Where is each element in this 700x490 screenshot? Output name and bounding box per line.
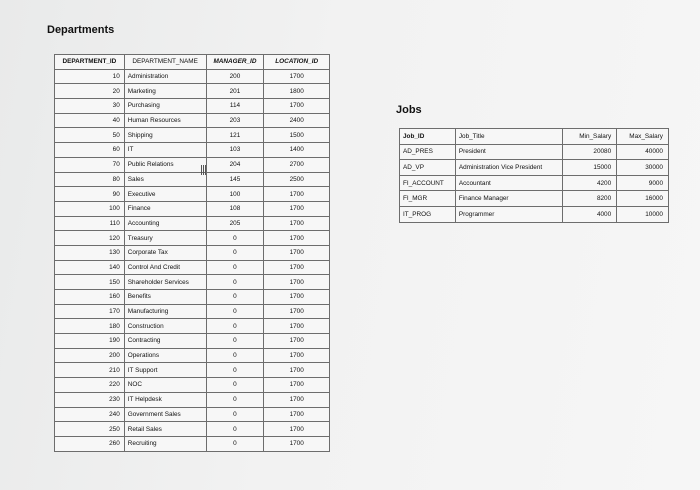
department-id-cell: 220 (55, 378, 125, 393)
department-id-cell: 20 (55, 84, 125, 99)
min-salary-cell: 15000 (563, 160, 617, 176)
table-row (55, 319, 330, 334)
text-cursor-icon (201, 165, 206, 175)
table-row (55, 84, 330, 99)
column-header-job-id: Job_ID (400, 129, 456, 145)
department-id-cell: 240 (55, 407, 125, 422)
department-name-cell: Marketing (124, 84, 206, 99)
department-name-cell: Control And Credit (124, 260, 206, 275)
manager-id-cell: 201 (206, 84, 264, 99)
table-row (55, 172, 330, 187)
department-name-cell: Administration (124, 69, 206, 84)
job-id-cell: AD_VP (400, 160, 456, 176)
table-row (55, 304, 330, 319)
manager-id-cell: 0 (206, 304, 264, 319)
manager-id-cell: 103 (206, 143, 264, 158)
manager-id-cell: 205 (206, 216, 264, 231)
job-title-cell: Finance Manager (455, 191, 563, 207)
department-name-cell: Government Sales (124, 407, 206, 422)
table-row (55, 113, 330, 128)
table-row (55, 407, 330, 422)
max-salary-cell: 30000 (617, 160, 669, 176)
table-row (400, 160, 669, 176)
department-id-cell: 190 (55, 334, 125, 349)
department-name-cell: Executive (124, 187, 206, 202)
column-header-min-salary: Min_Salary (563, 129, 617, 145)
jobs-title: Jobs (396, 104, 422, 116)
department-name-cell: IT Support (124, 363, 206, 378)
department-name-cell: Accounting (124, 216, 206, 231)
table-row (55, 260, 330, 275)
location-id-cell: 1700 (264, 231, 330, 246)
department-name-cell: Treasury (124, 231, 206, 246)
job-title-cell: Programmer (455, 206, 563, 222)
manager-id-cell: 0 (206, 348, 264, 363)
max-salary-cell: 40000 (617, 144, 669, 160)
job-title-cell: Administration Vice President (455, 160, 563, 176)
table-row (55, 363, 330, 378)
job-title-cell: President (455, 144, 563, 160)
department-name-cell: Finance (124, 201, 206, 216)
table-row (55, 275, 330, 290)
department-id-cell: 50 (55, 128, 125, 143)
location-id-cell: 1700 (264, 334, 330, 349)
location-id-cell: 1700 (264, 436, 330, 451)
table-row (55, 334, 330, 349)
column-header-department-id: DEPARTMENT_ID (55, 55, 125, 70)
department-name-cell: Construction (124, 319, 206, 334)
location-id-cell: 1500 (264, 128, 330, 143)
department-id-cell: 150 (55, 275, 125, 290)
job-title-cell: Accountant (455, 175, 563, 191)
manager-id-cell: 108 (206, 201, 264, 216)
department-name-cell: Retail Sales (124, 422, 206, 437)
table-row (55, 187, 330, 202)
manager-id-cell: 0 (206, 363, 264, 378)
department-name-cell: Contracting (124, 334, 206, 349)
location-id-cell: 1700 (264, 201, 330, 216)
min-salary-cell: 4200 (563, 175, 617, 191)
department-name-cell: Public Relations (124, 157, 206, 172)
department-name-cell: NOC (124, 378, 206, 393)
table-row (400, 175, 669, 191)
column-header-job-title: Job_Title (455, 129, 563, 145)
manager-id-cell: 114 (206, 99, 264, 114)
department-id-cell: 260 (55, 436, 125, 451)
location-id-cell: 1700 (264, 319, 330, 334)
department-id-cell: 110 (55, 216, 125, 231)
column-header-manager-id: MANAGER_ID (206, 55, 264, 70)
location-id-cell: 1700 (264, 422, 330, 437)
max-salary-cell: 10000 (617, 206, 669, 222)
location-id-cell: 1700 (264, 275, 330, 290)
manager-id-cell: 0 (206, 245, 264, 260)
table-row (400, 206, 669, 222)
department-name-cell: Sales (124, 172, 206, 187)
table-row (55, 157, 330, 172)
department-id-cell: 10 (55, 69, 125, 84)
table-row (55, 201, 330, 216)
department-name-cell: Shipping (124, 128, 206, 143)
table-row (55, 436, 330, 451)
job-id-cell: IT_PROG (400, 206, 456, 222)
location-id-cell: 1700 (264, 363, 330, 378)
manager-id-cell: 0 (206, 290, 264, 305)
location-id-cell: 1700 (264, 392, 330, 407)
min-salary-cell: 8200 (563, 191, 617, 207)
department-id-cell: 60 (55, 143, 125, 158)
manager-id-cell: 204 (206, 157, 264, 172)
departments-header-row (55, 55, 330, 70)
table-row (55, 245, 330, 260)
department-id-cell: 130 (55, 245, 125, 260)
location-id-cell: 2400 (264, 113, 330, 128)
department-id-cell: 30 (55, 99, 125, 114)
manager-id-cell: 0 (206, 392, 264, 407)
manager-id-cell: 0 (206, 231, 264, 246)
department-id-cell: 40 (55, 113, 125, 128)
department-id-cell: 80 (55, 172, 125, 187)
column-header-department-name: DEPARTMENT_NAME (124, 55, 206, 70)
department-name-cell: Manufacturing (124, 304, 206, 319)
location-id-cell: 1400 (264, 143, 330, 158)
manager-id-cell: 0 (206, 378, 264, 393)
job-id-cell: FI_MGR (400, 191, 456, 207)
jobs-header-row (400, 129, 669, 145)
table-row (55, 422, 330, 437)
location-id-cell: 1700 (264, 69, 330, 84)
department-name-cell: Purchasing (124, 99, 206, 114)
table-row (55, 392, 330, 407)
department-id-cell: 250 (55, 422, 125, 437)
department-name-cell: Shareholder Services (124, 275, 206, 290)
manager-id-cell: 0 (206, 407, 264, 422)
manager-id-cell: 100 (206, 187, 264, 202)
location-id-cell: 2500 (264, 172, 330, 187)
department-name-cell: IT Helpdesk (124, 392, 206, 407)
department-name-cell: Operations (124, 348, 206, 363)
department-id-cell: 200 (55, 348, 125, 363)
manager-id-cell: 0 (206, 275, 264, 290)
departments-title: Departments (47, 24, 115, 36)
min-salary-cell: 4000 (563, 206, 617, 222)
location-id-cell: 1700 (264, 187, 330, 202)
table-row (400, 191, 669, 207)
table-row (400, 144, 669, 160)
table-row (55, 231, 330, 246)
department-id-cell: 140 (55, 260, 125, 275)
location-id-cell: 2700 (264, 157, 330, 172)
table-row (55, 348, 330, 363)
location-id-cell: 1700 (264, 407, 330, 422)
manager-id-cell: 145 (206, 172, 264, 187)
max-salary-cell: 9000 (617, 175, 669, 191)
job-id-cell: FI_ACCOUNT (400, 175, 456, 191)
jobs-table (399, 128, 669, 223)
column-header-max-salary: Max_Salary (617, 129, 669, 145)
table-row (55, 99, 330, 114)
table-row (55, 128, 330, 143)
department-id-cell: 210 (55, 363, 125, 378)
location-id-cell: 1700 (264, 216, 330, 231)
manager-id-cell: 121 (206, 128, 264, 143)
department-id-cell: 70 (55, 157, 125, 172)
table-row (55, 290, 330, 305)
job-id-cell: AD_PRES (400, 144, 456, 160)
manager-id-cell: 0 (206, 436, 264, 451)
column-header-location-id: LOCATION_ID (264, 55, 330, 70)
location-id-cell: 1700 (264, 99, 330, 114)
location-id-cell: 1700 (264, 245, 330, 260)
department-id-cell: 100 (55, 201, 125, 216)
location-id-cell: 1700 (264, 290, 330, 305)
table-row (55, 69, 330, 84)
manager-id-cell: 0 (206, 422, 264, 437)
department-id-cell: 160 (55, 290, 125, 305)
location-id-cell: 1800 (264, 84, 330, 99)
department-id-cell: 180 (55, 319, 125, 334)
manager-id-cell: 200 (206, 69, 264, 84)
department-id-cell: 90 (55, 187, 125, 202)
location-id-cell: 1700 (264, 348, 330, 363)
table-row (55, 378, 330, 393)
manager-id-cell: 0 (206, 260, 264, 275)
manager-id-cell: 0 (206, 334, 264, 349)
location-id-cell: 1700 (264, 378, 330, 393)
location-id-cell: 1700 (264, 260, 330, 275)
department-id-cell: 120 (55, 231, 125, 246)
department-name-cell: Corporate Tax (124, 245, 206, 260)
department-name-cell: IT (124, 143, 206, 158)
manager-id-cell: 0 (206, 319, 264, 334)
department-id-cell: 230 (55, 392, 125, 407)
table-row (55, 216, 330, 231)
table-row (55, 143, 330, 158)
departments-table (54, 54, 330, 452)
min-salary-cell: 20080 (563, 144, 617, 160)
department-name-cell: Human Resources (124, 113, 206, 128)
department-id-cell: 170 (55, 304, 125, 319)
department-name-cell: Recruiting (124, 436, 206, 451)
location-id-cell: 1700 (264, 304, 330, 319)
manager-id-cell: 203 (206, 113, 264, 128)
department-name-cell: Benefits (124, 290, 206, 305)
max-salary-cell: 16000 (617, 191, 669, 207)
